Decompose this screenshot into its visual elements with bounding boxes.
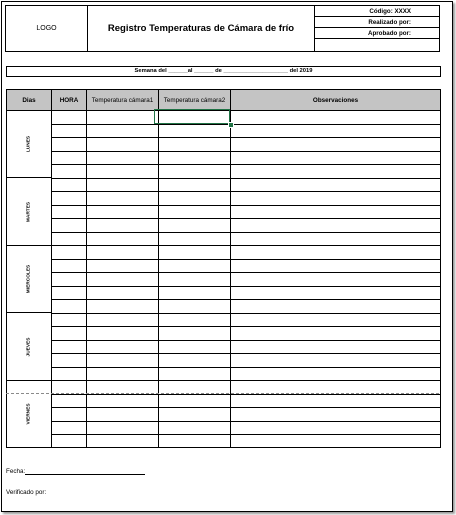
row-line [51,380,440,381]
header-temp-chamber1: Temperatura cámara1 [87,90,158,111]
day-label: VIERNES [26,403,32,425]
header-days: Dias [7,90,51,111]
row-line [51,232,440,233]
row-line [51,286,440,287]
row-line [51,191,440,192]
row-line [51,218,440,219]
selected-cell[interactable] [154,109,230,124]
day-label: LUNES [26,135,32,152]
row-line [51,367,440,368]
row-line [51,394,440,395]
header-temp-chamber2: Temperatura cámara2 [159,90,230,111]
fill-handle[interactable] [228,122,234,128]
week-range-line: Semana del ______al ______ de ____________________ del 2019 [6,66,441,77]
temperature-table [6,89,441,448]
day-label: JUEVES [26,337,32,356]
date-underline [25,474,145,475]
day-label: MIERCOLES [26,264,32,294]
row-line [51,340,440,341]
row-line [51,259,440,260]
made-by-field: Realizado por: [315,17,439,28]
form-header [5,5,440,52]
row-line [51,313,440,314]
verified-field [6,489,46,496]
header-observations: Observaciones [231,90,440,111]
row-line [51,353,440,354]
date-field [6,468,145,475]
form-title: Registro Temperaturas de Cámara de frío [88,6,315,51]
row-line [51,124,440,125]
day-block-tuesday [7,178,51,246]
empty-meta-row [315,39,439,50]
row-line [51,164,440,165]
row-line [51,245,440,246]
row-line [51,421,440,422]
day-block-wednesday [7,246,51,313]
date-label: Fecha: [6,468,26,475]
day-block-monday [7,110,51,178]
row-line [51,137,440,138]
row-line [51,205,440,206]
day-label: MARTES [26,201,32,222]
row-line [51,272,440,273]
code-field: Código: XXXX [315,6,439,17]
row-line [51,151,440,152]
day-block-thursday [7,313,51,381]
day-block-friday [7,381,51,447]
row-line [51,326,440,327]
row-line [51,299,440,300]
row-line [51,434,440,435]
header-hour: HORA [52,90,86,111]
row-line [51,178,440,179]
page-break-line [6,393,439,394]
approved-by-field: Aprobado por: [315,28,439,39]
verified-label: Verificado por: [6,489,47,496]
logo-placeholder: LOGO [6,6,88,51]
form-sheet [1,1,453,512]
row-line [51,407,440,408]
